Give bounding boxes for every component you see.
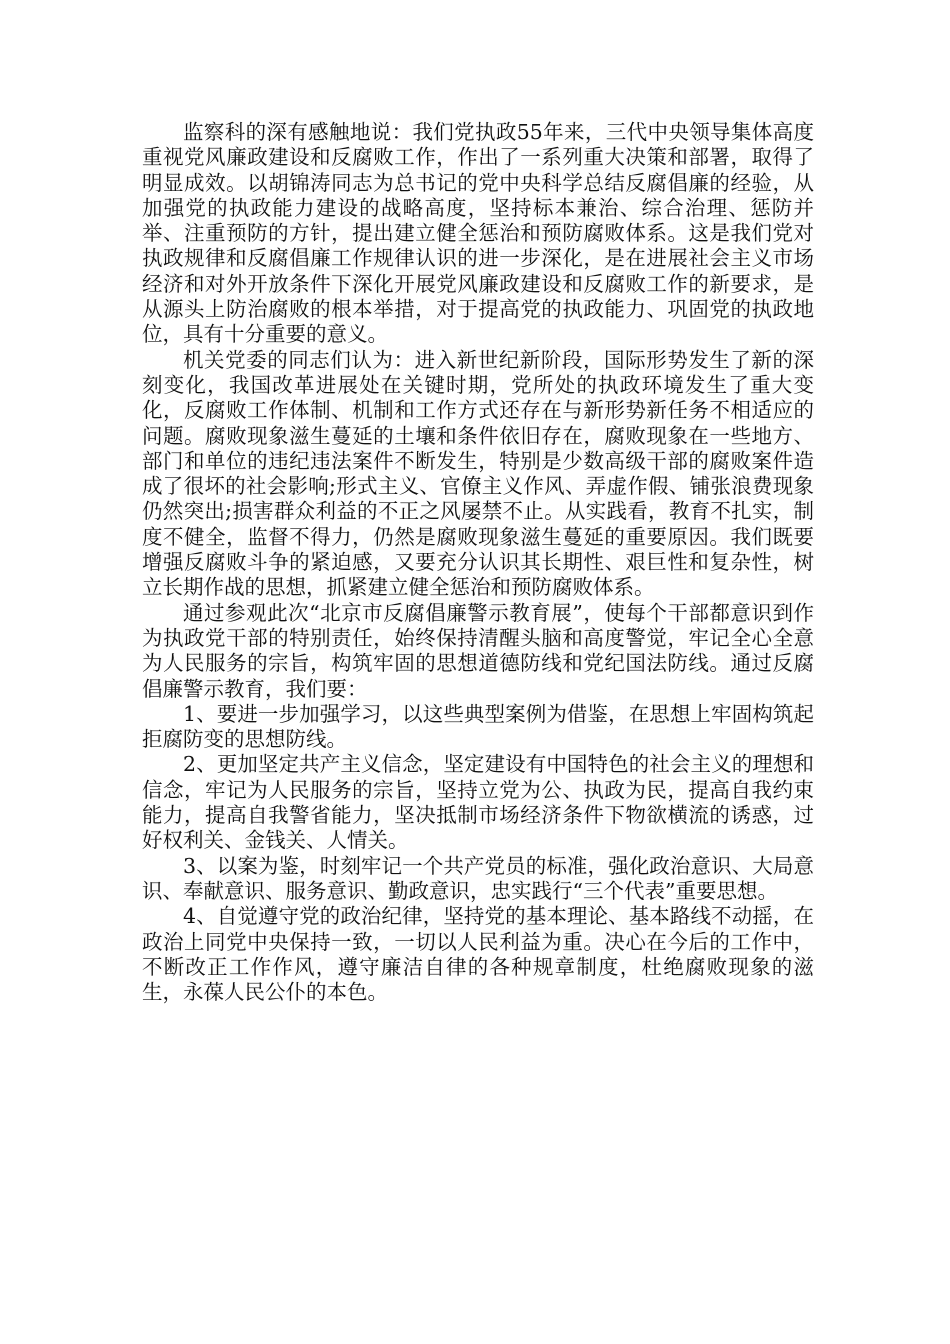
list-item-2: 2、更加坚定共产主义信念，坚定建设有中国特色的社会主义的理想和信念，牢记为人民服务的宗旨，坚持立党为公、执政为民，提高自我约束能力，提高自我警省能力，坚决抵制市场经济条件下物欲横流的诱惑，过好权利关、金钱关、人情关。	[142, 752, 814, 853]
list-item-4: 4、自觉遵守党的政治纪律，坚持党的基本理论、基本路线不动摇，在政治上同党中央保持一致，一切以人民利益为重。决心在今后的工作中，不断改正工作作风，遵守廉洁自律的各种规章制度，杜绝腐败现象的滋生，永葆人民公仆的本色。	[142, 904, 814, 1005]
list-item-1: 1、要进一步加强学习，以这些典型案例为借鉴，在思想上牢固构筑起拒腐防变的思想防线。	[142, 701, 814, 752]
paragraph-exhibition-visit: 通过参观此次“北京市反腐倡廉警示教育展”，使每个干部都意识到作为执政党干部的特别责任，始终保持清醒头脑和高度警觉，牢记全心全意为人民服务的宗旨，构筑牢固的思想道德防线和党纪国法防线。通过反腐倡廉警示教育，我们要：	[142, 600, 814, 701]
paragraph-supervision-office: 监察科的深有感触地说：我们党执政55年来，三代中央领导集体高度重视党风廉政建设和反腐败工作，作出了一系列重大决策和部署，取得了明显成效。以胡锦涛同志为总书记的党中央科学总结反腐倡廉的经验，从加强党的执政能力建设的战略高度，坚持标本兼治、综合治理、惩防并举、注重预防的方针，提出建立健全惩治和预防腐败体系。这是我们党对执政规律和反腐倡廉工作规律认识的进一步深化，是在进展社会主义市场经济和对外开放条件下深化开展党风廉政建设和反腐败工作的新要求，是从源头上防治腐败的根本举措，对于提高党的执政能力、巩固党的执政地位，具有十分重要的意义。	[142, 120, 814, 347]
document-page	[142, 120, 814, 1005]
paragraph-party-committee: 机关党委的同志们认为：进入新世纪新阶段，国际形势发生了新的深刻变化，我国改革进展处在关键时期，党所处的执政环境发生了重大变化，反腐败工作体制、机制和工作方式还存在与新形势新任务不相适应的问题。腐败现象滋生蔓延的土壤和条件依旧存在，腐败现象在一些地方、部门和单位的违纪违法案件不断发生，特别是少数高级干部的腐败案件造成了很坏的社会影响;形式主义、官僚主义作风、弄虚作假、铺张浪费现象仍然突出;损害群众利益的不正之风屡禁不止。从实践看，教育不扎实，制度不健全，监督不得力，仍然是腐败现象滋生蔓延的重要原因。我们既要增强反腐败斗争的紧迫感，又要充分认识其长期性、艰巨性和复杂性，树立长期作战的思想，抓紧建立健全惩治和预防腐败体系。	[142, 347, 814, 600]
list-item-3: 3、以案为鉴，时刻牢记一个共产党员的标准，强化政治意识、大局意识、奉献意识、服务意识、勤政意识，忠实践行“三个代表”重要思想。	[142, 853, 814, 903]
